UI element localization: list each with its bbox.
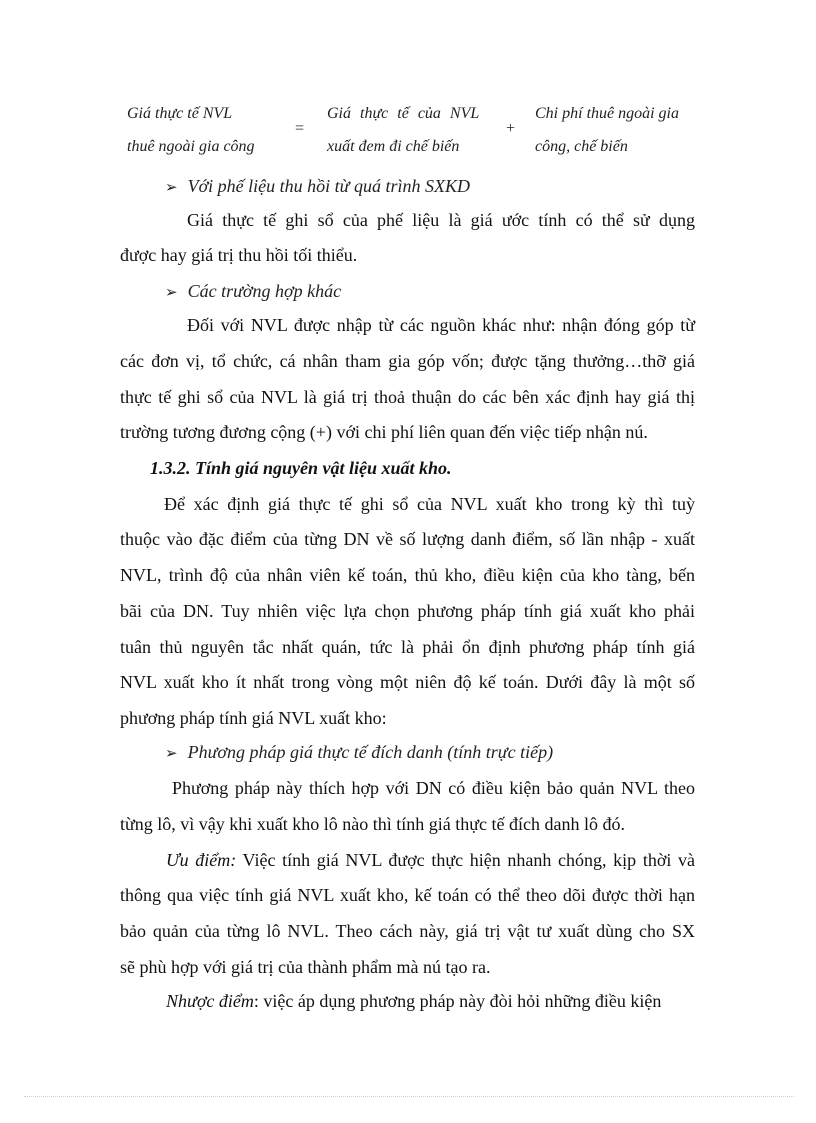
specific-line-2: từng lô, vì vậy khi xuất kho lô nào thì tính giá thực tế đích danh lô đó. <box>120 814 625 834</box>
formula-left-line2: thuê ngoài gia công <box>127 138 255 155</box>
disadvantages-line-1 <box>166 990 661 1012</box>
arrow-bullet-icon: ➢ <box>165 746 178 762</box>
formula-left-line1: Giá thực tế NVL <box>127 105 233 122</box>
formula-mid-line1: Giá thực tế của NVL <box>327 105 480 122</box>
intro-line-4: bãi của DN. Tuy nhiên việc lựa chọn phương pháp tính giá xuất kho phải <box>120 601 695 621</box>
intro-line-2: thuộc vào đặc điểm của từng DN về số lượng danh điểm, số lần nhập - xuất <box>120 529 695 549</box>
formula-right-line1: Chi phí thuê ngoài gia <box>535 105 679 122</box>
formula-equals: = <box>295 120 305 137</box>
specific-line-1: Phương pháp này thích hợp với DN có điều kiện bảo quản NVL theo <box>172 778 695 798</box>
formula-mid-line2: xuất đem đi chế biến <box>327 138 460 155</box>
formula-plus: + <box>506 120 516 137</box>
scrap-line-2: được hay giá trị thu hồi tối thiểu. <box>120 245 358 265</box>
bullet-scrap <box>165 175 470 199</box>
bullet-scrap-label: Với phế liệu thu hồi từ quá trình SXKD <box>187 176 470 196</box>
disadvantages-label: Nhược điểm <box>166 991 254 1011</box>
arrow-bullet-icon: ➢ <box>165 180 178 196</box>
bullet-other <box>165 280 341 304</box>
advantages-line-2: thông qua việc tính giá NVL xuất kho, kế toán có thể theo dõi được thời hạn <box>120 885 695 905</box>
other-line-4: trường tương đương cộng (+) với chi phí liên quan đến việc tiếp nhận nú. <box>120 422 648 442</box>
advantages-label: Ưu điểm: <box>166 850 237 870</box>
other-line-1: Đối với NVL được nhập từ các nguồn khác như: nhận đóng góp từ <box>187 315 695 335</box>
other-line-2: các đơn vị, tổ chức, cá nhân tham gia góp vốn; được tặng thưởng…thỡ giá <box>120 351 695 371</box>
bullet-other-label: Các trường hợp khác <box>187 281 342 301</box>
section-heading-1-3-2: 1.3.2. Tính giá nguyên vật liệu xuất kho. <box>150 458 452 478</box>
advantages-line-4: sẽ phù hợp với giá trị của thành phẩm mà nú tạo ra. <box>120 957 491 977</box>
advantages-first-line: Việc tính giá NVL được thực hiện nhanh chóng, kịp thời và <box>236 850 695 870</box>
advantages-line-1 <box>166 849 695 871</box>
intro-line-6: NVL xuất kho ít nhất trong vòng một niên độ kế toán. Dưới đây là một số <box>120 672 695 692</box>
bullet-specific-label: Phương pháp giá thực tế đích danh (tính trực tiếp) <box>187 742 554 762</box>
disadvantages-first-line: : việc áp dụng phương pháp này đòi hỏi những điều kiện <box>253 991 662 1011</box>
formula-right-line2: công, chế biến <box>535 138 628 155</box>
other-line-3: thực tế ghi sổ của NVL là giá trị thoả thuận do các bên xác định hay giá thị <box>120 387 695 407</box>
page-bottom-divider <box>24 1096 794 1097</box>
bullet-specific-method <box>165 741 553 765</box>
arrow-bullet-icon: ➢ <box>165 285 178 301</box>
intro-line-1: Để xác định giá thực tế ghi sổ của NVL xuất kho trong kỳ thì tuỳ <box>164 494 695 514</box>
scrap-line-1: Giá thực tế ghi sổ của phế liệu là giá ước tính có thể sử dụng <box>187 210 695 230</box>
intro-line-5: tuân thủ nguyên tắc nhất quán, tức là phải ổn định phương pháp tính giá <box>120 637 695 657</box>
advantages-line-3: bảo quản của từng lô NVL. Theo cách này, giá trị vật tư xuất dùng cho SX <box>120 921 695 941</box>
intro-line-7: phương pháp tính giá NVL xuất kho: <box>120 708 387 728</box>
intro-line-3: NVL, trình độ của nhân viên kế toán, thủ kho, điều kiện của kho tàng, bến <box>120 565 695 585</box>
